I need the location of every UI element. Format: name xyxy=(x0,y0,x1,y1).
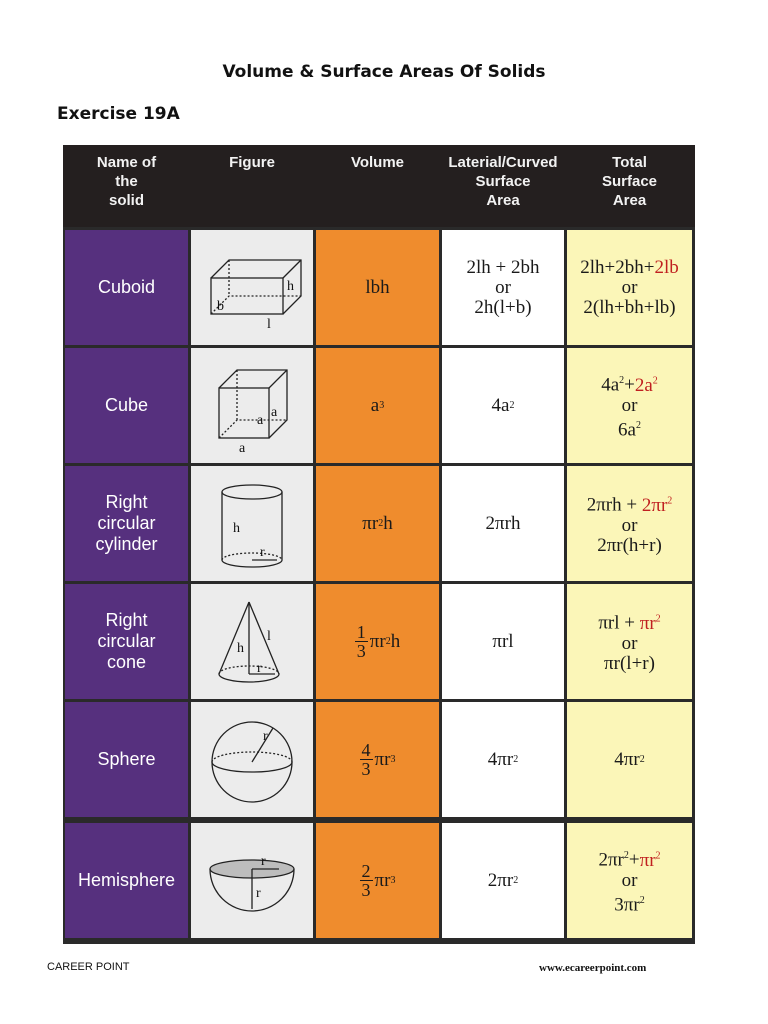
header-name: Name of the solid xyxy=(96,154,157,209)
exercise-heading: Exercise 19A xyxy=(57,104,180,124)
footer-website: www.ecareerpoint.com xyxy=(539,962,647,974)
solid-name: Cube xyxy=(65,348,188,463)
lateral-area-cell: 2πrh xyxy=(442,466,564,581)
total-area-cell: $4a^2+2a^2$ or $6a^2$ xyxy=(567,348,692,463)
lateral-area-cell xyxy=(442,230,564,345)
total-alt: 2(lh+bh+lb) xyxy=(583,296,676,318)
fig-label-a: a xyxy=(271,404,278,420)
table-header xyxy=(63,145,695,227)
fig-label-h: h xyxy=(287,278,294,294)
fig-label-r: r xyxy=(260,544,265,560)
hemisphere-figure xyxy=(191,823,313,938)
solid-name: Hemisphere xyxy=(65,823,188,938)
sphere-figure xyxy=(191,702,313,817)
lateral-area-cell: 4a 2 xyxy=(442,348,564,463)
table-row-cylinder xyxy=(63,466,695,581)
fig-label-b: b xyxy=(217,298,224,314)
solids-table xyxy=(63,145,695,944)
lateral-line-2: or xyxy=(495,276,511,298)
cylinder-figure xyxy=(191,466,313,581)
volume-cell: a 3 xyxy=(316,348,439,463)
total-or: or xyxy=(621,276,638,298)
solid-name: Right circular cone xyxy=(65,584,188,699)
fig-label-a: a xyxy=(257,412,264,428)
total-area-cell: $\pi rl + \pi r^2$ or πr(l+r) xyxy=(567,584,692,699)
lateral-area-cell: 4πr 2 xyxy=(442,702,564,817)
fig-label-r: r xyxy=(257,660,262,676)
solid-name: Right circular cylinder xyxy=(65,466,188,581)
table-row-cone xyxy=(63,584,695,699)
table-row-sphere xyxy=(63,702,695,817)
header-total-area: Total Surface Area xyxy=(601,154,658,209)
fig-label-r: r xyxy=(261,853,266,869)
volume-cell: $\frac{1}{3}$ πr 2 h xyxy=(316,584,439,699)
solid-name: Cuboid xyxy=(65,230,188,345)
total-area-cell: $2\pi rh + 2\pi r^2$ or 2πr(h+r) xyxy=(567,466,692,581)
solid-name: Sphere xyxy=(65,702,188,817)
fig-label-r: r xyxy=(263,728,268,744)
lateral-line-1: 2lh + 2bh xyxy=(466,256,540,278)
header-figure: Figure xyxy=(229,154,275,171)
footer-brand: CAREER POINT xyxy=(47,961,130,973)
cone-figure xyxy=(191,584,313,699)
page-title: Volume & Surface Areas Of Solids xyxy=(222,62,546,82)
fig-label-l: l xyxy=(267,316,271,332)
lateral-area-cell: πrl xyxy=(442,584,564,699)
header-volume: Volume xyxy=(350,154,405,171)
total-line-1: 2lh+2bh+ xyxy=(580,256,655,278)
lateral-line-3: 2h(l+b) xyxy=(474,296,532,318)
total-area-cell: $2\pi r^2+\pi r^2$ or $3\pi r^2$ xyxy=(567,823,692,938)
volume-cell: lbh xyxy=(316,230,439,345)
cuboid-figure xyxy=(191,230,313,345)
fig-label-h: h xyxy=(237,640,244,656)
volume-cell: $\frac{4}{3}$ πr 3 xyxy=(316,702,439,817)
header-lateral-area: Laterial/Curved Surface Area xyxy=(448,154,558,209)
total-area-cell: 4πr 2 xyxy=(567,702,692,817)
fig-label-l: l xyxy=(267,628,271,644)
fig-label-h: h xyxy=(233,520,240,536)
lateral-area-cell: 2πr 2 xyxy=(442,823,564,938)
fig-label-a: a xyxy=(239,440,246,456)
total-highlight: 2lb xyxy=(654,256,679,278)
fig-label-r: r xyxy=(256,885,261,901)
total-area-cell xyxy=(567,230,692,345)
table-row-cuboid xyxy=(63,230,695,345)
volume-cell: $\frac{2}{3}$ πr 3 xyxy=(316,823,439,938)
table-row-cube xyxy=(63,348,695,463)
table-row-hemisphere xyxy=(63,823,695,938)
volume-cell: πr 2 h xyxy=(316,466,439,581)
cube-figure xyxy=(191,348,313,463)
